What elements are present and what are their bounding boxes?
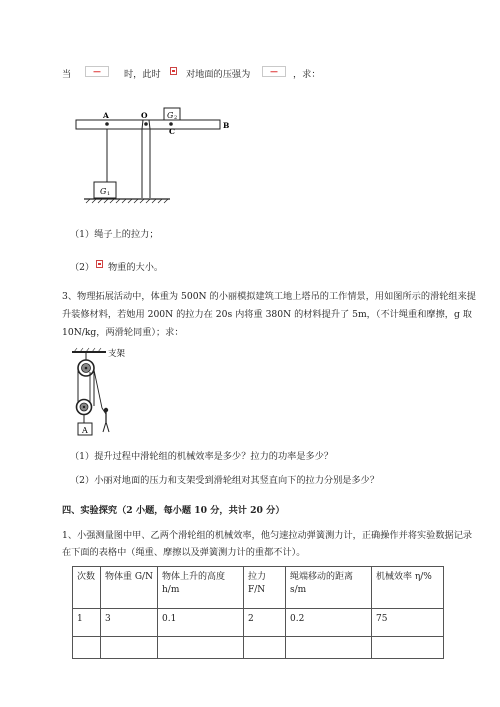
label-c: C (169, 127, 175, 136)
section4-q1-line1: 1、小强测量图中甲、乙两个滑轮组的机械效率，他匀速拉动弹簧测力计，正确操作并将实验数据记录 (62, 530, 473, 541)
table-cell: 2 (244, 609, 286, 637)
formula-placeholder-2 (170, 67, 177, 75)
q3-sub2: （2）小丽对地面的压力和支架受到滑轮组对其竖直向下的拉力分别是多少？ (70, 475, 380, 486)
table-row (73, 609, 444, 637)
table-header-cell: 物体重 G/N (101, 567, 158, 609)
table-cell: 0.1 (158, 609, 244, 637)
table-header-cell: 次数 (73, 567, 101, 609)
intro-text-1: 当 (62, 69, 72, 80)
table-cell: 3 (101, 609, 158, 637)
formula-placeholder-3 (262, 66, 286, 77)
table-header-cell: 拉力 F/N (244, 567, 286, 609)
q2-sub2-suffix: 物重的大小。 (108, 262, 164, 273)
q3-line3: 10N/kg，两滑轮同重）；求： (62, 327, 184, 338)
q3-line1: 3、物理拓展活动中，体重为 500N 的小丽模拟建筑工地上塔吊的工作情景，用如图所示的滑轮组来提 (62, 291, 476, 302)
table-header-cell: 物体上升的高度 h/m (158, 567, 244, 609)
section4-q1-line2: 在下面的表格中（绳重、摩擦以及弹簧测力计的重都不计）。 (62, 547, 306, 558)
support-label: 支架 (108, 349, 126, 359)
formula-placeholder-4 (96, 260, 103, 268)
g2-sub: 2 (174, 115, 178, 121)
label-a: A (103, 111, 109, 120)
table-header-cell: 绳端移动的距离 s/m (286, 567, 372, 609)
pulley-diagram (68, 344, 130, 436)
table-cell: 1 (73, 609, 101, 637)
table-row-partial (73, 637, 444, 659)
table-header-row (73, 567, 444, 609)
g1-sub: 1 (107, 191, 111, 197)
load-label: A (82, 426, 88, 435)
q2-sub2-prefix: （2） (70, 262, 95, 273)
g2-label: G (167, 111, 174, 120)
section-4-title: 四、实验探究（2 小题，每小题 10 分，共计 20 分） (62, 505, 285, 516)
q2-sub1: （1）绳子上的拉力； (70, 229, 159, 240)
table-cell: 75 (372, 609, 444, 637)
label-o: O (141, 111, 148, 120)
formula-placeholder-1 (85, 66, 109, 77)
experiment-table (72, 566, 444, 659)
intro-text-3: 对地面的压强为 (186, 69, 251, 80)
q3-line2: 升装修材料，若她用 200N 的拉力在 20s 内将重 380N 的材料提升了 5m，（不计绳重和摩擦，g 取 (62, 309, 472, 320)
lever-diagram (70, 100, 240, 215)
label-b: B (223, 121, 230, 130)
intro-text-4: ，求： (293, 69, 321, 80)
q3-sub1: （1）提升过程中滑轮组的机械效率是多少？拉力的功率是多少？ (70, 451, 334, 462)
table-header-cell: 机械效率 η/% (372, 567, 444, 609)
intro-text-2: 时，此时 (124, 69, 161, 80)
table-cell: 0.2 (286, 609, 372, 637)
g1-label: G (100, 187, 107, 196)
